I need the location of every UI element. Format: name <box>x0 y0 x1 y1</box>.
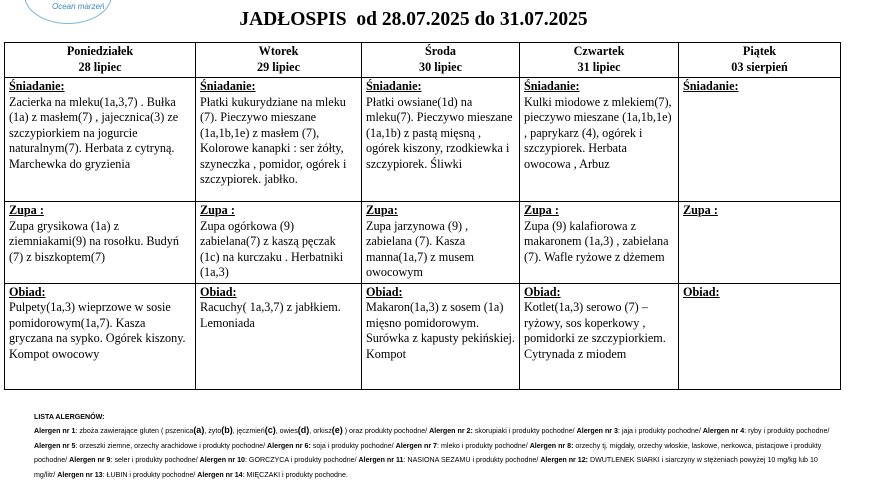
lunch-cell-thursday <box>520 283 679 389</box>
allergen-mark: (d) <box>297 425 310 435</box>
meal-text: Płatki kukurydziane na mleku (7). Pieczywo mieszane (1a,1b,1e) z masłem (7), Kolorowe kanapki : ser żółty, szyneczka , pomidor, ogórek i szczypiorek. jabłko. <box>200 94 347 186</box>
meal-label: Obiad: <box>200 284 237 299</box>
meal-text: Zupa (9) kalafiorowa z makaronem (1a,3) , zabielana (7). Wafle ryżowe z dżemem <box>524 218 669 264</box>
allergen-mark: (b) <box>221 425 233 435</box>
allergen-label: Alergen nr 3 <box>576 427 618 435</box>
day-header-tuesday <box>196 43 362 78</box>
meal-text: Zupa jarzynowa (9) , zabielana (7). Kasza manna(1a,7) z musem owocowym <box>366 218 474 279</box>
allergen-text: soja i produkty pochodne/ <box>310 441 396 450</box>
soup-cell-friday <box>679 202 841 284</box>
day-date: 29 lipiec <box>257 59 300 74</box>
lunch-row <box>5 283 841 389</box>
allergen-label: Alergen nr 10 <box>199 456 245 464</box>
meal-text: Kotlet(1a,3) serowo (7) – ryżowy, sos koperkowy , pomidorki ze szczypiorkiem. Cytrynada z miodem <box>524 300 666 361</box>
soup-row <box>5 202 841 284</box>
day-date: 30 lipiec <box>419 59 462 74</box>
meal-label: Zupa : <box>683 203 718 217</box>
meal-label: Śniadanie: <box>524 79 580 93</box>
allergen-label: Alergen nr 8: <box>529 441 574 450</box>
breakfast-cell-thursday <box>520 78 679 202</box>
meal-text: Pulpety(1a,3) wieprzowe w sosie pomidorowym(1a,7). Kasza gryczana na sypko. Ogórek kiszony. Kompot owocowy <box>9 300 186 361</box>
meal-label: Obiad: <box>9 284 46 299</box>
allergen-text: : jaja i produkty pochodne/ <box>618 427 703 435</box>
meal-text: Zupa grysikowa (1a) z ziemniakami(9) na rosołku. Budyń (7) z biszkoptem(7) <box>9 218 179 264</box>
meal-text: Kulki miodowe z mlekiem(7), pieczywo mieszane (1a,1b,1e) , paprykarz (4), ogórek i szczypiorek. Herbata owocowa , Arbuz <box>524 94 672 171</box>
lunch-cell-monday <box>5 283 196 389</box>
meal-label: Zupa: <box>366 203 398 217</box>
breakfast-cell-friday <box>679 78 841 202</box>
day-date: 31 lipiec <box>577 59 621 74</box>
allergen-text: , żyto <box>204 427 222 435</box>
day-header-thursday <box>520 43 679 78</box>
soup-cell-thursday <box>520 202 679 284</box>
breakfast-cell-wednesday <box>362 78 520 202</box>
lunch-cell-wednesday <box>362 283 520 389</box>
allergen-text: : ŁUBIN i produkty pochodne/ <box>102 470 198 479</box>
day-name: Czwartek <box>573 44 625 58</box>
allergen-label: Alergen nr 4 <box>702 427 745 435</box>
allergen-text: ) oraz produkty pochodne/ <box>342 427 430 435</box>
soup-cell-wednesday <box>362 202 520 284</box>
allergen-text: : GORCZYCA i produkty pochodne/ <box>244 456 359 464</box>
meal-label: Śniadanie: <box>200 79 256 93</box>
allergen-label: Alergen nr 13 <box>57 470 103 479</box>
allergen-text: : ryby i produkty pochodne/ <box>744 427 830 435</box>
allergen-label: Alergen nr 6: <box>267 441 311 450</box>
breakfast-row <box>5 78 841 202</box>
allergen-text: , owies <box>275 427 298 435</box>
meal-text: Zacierka na mleku(1a,3,7) . Bułka (1a) z masłem(7) , jajecznica(3) ze szczypiorkiem na jogurcie naturalnym(7). Herbata z cytryną. Marchewka do gryzienia <box>9 94 179 171</box>
allergen-mark: (e) <box>331 425 343 435</box>
allergen-text: , orkisz <box>309 427 332 435</box>
allergen-label: Alergen nr 2: <box>429 427 473 435</box>
allergen-label: Alergen nr 11 <box>358 456 404 464</box>
logo-text: Ocean marzeń <box>52 2 105 11</box>
allergen-label: Alergen nr 9 <box>69 456 111 464</box>
lunch-cell-tuesday <box>196 283 362 389</box>
meal-label: Zupa : <box>524 203 559 217</box>
meal-label: Zupa : <box>200 203 235 217</box>
meal-text: Makaron(1a,3) z sosem (1a) mięsno pomidorowym. Surówka z kapusty pekińskiej. Kompot <box>366 300 515 361</box>
allergen-text: orzechy tj. migdały, orzechy włoskie, laskowe, nerkowca, pistacjowe i produkty pochodne/ <box>34 441 822 464</box>
allergen-label: Alergen nr 7 <box>395 441 438 450</box>
allergen-text: : zboża zawierające gluten ( pszenica <box>75 427 194 435</box>
meal-text: Zupa ogórkowa (9) zabielana(7) z kaszą pęczak (1c) na kurczaku . Herbatniki (1a,3) <box>200 218 344 279</box>
day-name: Poniedziałek <box>66 44 134 58</box>
allergen-mark: (c) <box>264 425 276 435</box>
allergen-label: Alergen nr 5 <box>34 441 76 450</box>
allergen-label: Alergen nr 1 <box>34 427 76 435</box>
page-title: JADŁOSPIS od 28.07.2025 do 31.07.2025 <box>239 9 588 30</box>
meal-text: Racuchy( 1a,3,7) z jabłkiem. Lemoniada <box>200 300 341 330</box>
allergen-text: skorupiaki i produkty pochodne/ <box>472 427 577 435</box>
day-header-wednesday <box>362 43 520 78</box>
breakfast-cell-tuesday <box>196 78 362 202</box>
allergen-text: DWUTLENEK SIARKI i siarczyny w stężeniach powyżej 10 mg/kg lub 10 mg/litr/ <box>34 456 818 479</box>
allergen-text: : orzeszki ziemne, orzechy arachidowe i produkty pochodne/ <box>75 441 268 450</box>
soup-cell-monday <box>5 202 196 284</box>
allergen-text: : MIĘCZAKI i produkty pochodne. <box>242 470 348 479</box>
header-row <box>5 43 841 78</box>
allergen-label: Alergen nr 14 <box>197 470 243 479</box>
allergen-list-title: LISTA ALERGENÓW: <box>34 413 105 421</box>
day-header-monday <box>5 43 196 78</box>
breakfast-cell-monday <box>5 78 196 202</box>
soup-cell-tuesday <box>196 202 362 284</box>
day-name: Środa <box>425 44 456 58</box>
day-date: 03 sierpień <box>731 59 788 74</box>
day-header-friday <box>679 43 841 78</box>
meal-label: Śniadanie: <box>9 79 65 93</box>
meal-label: Śniadanie: <box>366 79 422 93</box>
meal-label: Obiad: <box>683 284 720 299</box>
menu-table <box>4 42 841 390</box>
meal-label: Zupa : <box>9 203 44 217</box>
day-name: Wtorek <box>258 44 299 58</box>
meal-label: Śniadanie: <box>683 79 739 93</box>
allergen-text: : seler i produkty pochodne/ <box>110 456 200 464</box>
allergen-text: : mleko i produkty pochodne/ <box>437 441 530 450</box>
meal-label: Obiad: <box>524 284 561 299</box>
lunch-cell-friday <box>679 283 841 389</box>
allergen-mark: (a) <box>193 425 205 435</box>
meal-text: Płatki owsiane(1d) na mleku(7). Pieczywo mieszane (1a,1b) z pastą mięsną , ogórek kiszony, rzodkiewka i szczypiorek. Śliwki <box>366 94 513 171</box>
allergen-list <box>34 411 834 482</box>
allergen-text: : NASIONA SEZAMU i produkty pochodne/ <box>403 456 541 464</box>
allergen-text: , jęczmień <box>232 427 265 435</box>
day-date: 28 lipiec <box>78 59 122 74</box>
meal-label: Obiad: <box>366 284 403 299</box>
day-name: Piątek <box>742 44 777 58</box>
allergen-label: Alergen nr 12: <box>540 456 589 464</box>
